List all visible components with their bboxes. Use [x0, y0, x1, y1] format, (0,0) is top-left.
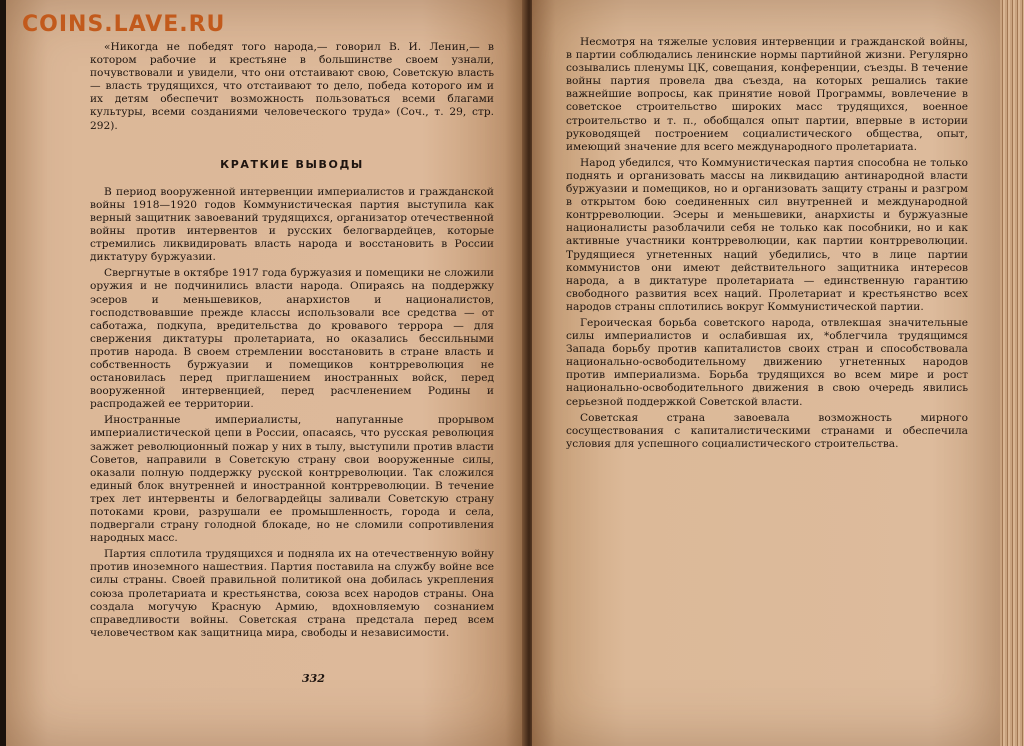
- paragraph: Иностранные империалисты, напуганные прорывом империалистической цепи в России, опасаясь, что русская революция зажжет революционный пожар у них в тылу, выступили против власти Советов, направили в Советскую страну свои вооруженные силы, оказали полную поддержку русской контрреволюции. Так сложился единый блок внутренней и иностранной контрреволюции. В течение трех лет интервенты и белогвардейцы заливали Советскую страну потоками крови, разрушали ее промышленность, города и села, подвергали страну голодной блокаде, но не сломили сопротивления народных масс.: [90, 414, 494, 545]
- paragraph: Героическая борьба советского народа, отвлекшая значительные силы империалистов и ослабившая их, *облегчила трудящимся Запада борьбу против капиталистов своих стран и способствовала национально-освободительному движению угнетенных народов против империализма. Борьба трудящихся во всем мире и рост национально-освободительного движения в свою очередь явились серьезной поддержкой Советской власти.: [566, 316, 968, 408]
- left-page-text: [90, 41, 494, 640]
- paragraph: Несмотря на тяжелые условия интервенции и гражданской войны, в партии соблюдались ленинские нормы партийной жизни. Регулярно созывались пленумы ЦК, совещания, конференции, съезды. В течение войны партия провела два съезда, на которых решались такие важнейшие вопросы, как принятие новой Программы, вовлечение в советское строительство широких масс трудящихся, военное строительство и т. п., обобщался опыт партии, впервые в истории руководящей построением социалистического общества, опыт, имеющий значение для всего международного пролетариата.: [566, 36, 968, 153]
- right-page: [532, 0, 1002, 746]
- page-edges: [1000, 0, 1024, 746]
- left-page: [6, 0, 526, 746]
- quote-paragraph: «Никогда не победят того народа,— говорил В. И. Ленин,— в котором рабочие и крестьяне в большинстве своем узнали, почувствовали и увидели, что они отстаивают свою, Советскую власть — власть трудящихся, что отстаивают то дело, победа которого им и их детям обеспечит возможность пользоваться всеми благами культуры, всеми созданиями человеческого труда» (Соч., т. 29, стр. 292).: [90, 41, 494, 132]
- paragraph: Народ убедился, что Коммунистическая партия способна не только поднять и организовать массы на ликвидацию антинародной власти буржуазии и помещиков, но и организовать защиту страны и разгром в открытом бою соединенных сил внутренней и международной контрреволюции. Эсеры и меньшевики, анархисты и буржуазные националисты разоблачили себя не только как пособники, но и как активные участники контрреволюции, как партии контрреволюции. Трудящиеся угнетенных наций убедились, что в лице партии коммунистов они имеют действительного защитника интересов народа, а в диктатуре пролетариата — единственную гарантию свободного развития всех наций. Пролетариат и крестьянство всех народов страны сплотились вокруг Коммунистической партии.: [566, 156, 968, 313]
- paragraph: В период вооруженной интервенции империалистов и гражданской войны 1918—1920 годов Коммунистическая партия выступила как верный защитник завоеваний трудящихся, организатор отечественной войны против интервентов и русских белогвардейцев, которые стремились ликвидировать власть народа и восстановить в России диктатуру буржуазии.: [90, 185, 494, 264]
- page-number: 332: [302, 672, 325, 685]
- paragraph: Свергнутые в октябре 1917 года буржуазия и помещики не сложили оружия и не подчинились власти народа. Опираясь на поддержку эсеров и меньшевиков, анархистов и националистов, господствовавшие прежде классы использовали все средства — от саботажа, подкупа, вредительства до кровавого террора — для свержения диктатуры пролетариата, но оказались бессильными против народа. В своем стремлении восстановить в стране власть и собственность буржуазии и помещиков контрреволюция не остановилась перед приглашением иностранных войск, перед вооруженной интервенцией, перед расчленением Родины и распродажей ее территории.: [90, 267, 494, 411]
- paragraph: Партия сплотила трудящихся и подняла их на отечественную войну против иноземного нашествия. Партия поставила на службу войне все силы страны. Своей правильной политикой она добилась укрепления союза пролетариата и крестьянства, союза всех народов страны. Она создала могучую Красную Армию, вдохновляемую сознанием справедливости войны. Советская страна предстала перед всем человечеством как защитница мира, свободы и независимости.: [90, 548, 494, 639]
- paragraph: Советская страна завоевала возможность мирного сосуществования с капиталистическими странами и обеспечила условия для успешного социалистического строительства.: [566, 411, 968, 450]
- section-heading: КРАТКИЕ ВЫВОДЫ: [220, 157, 364, 171]
- lenin-quote: [90, 41, 494, 133]
- site-watermark: COINS.LAVE.RU: [22, 12, 226, 37]
- right-page-text: [566, 36, 968, 451]
